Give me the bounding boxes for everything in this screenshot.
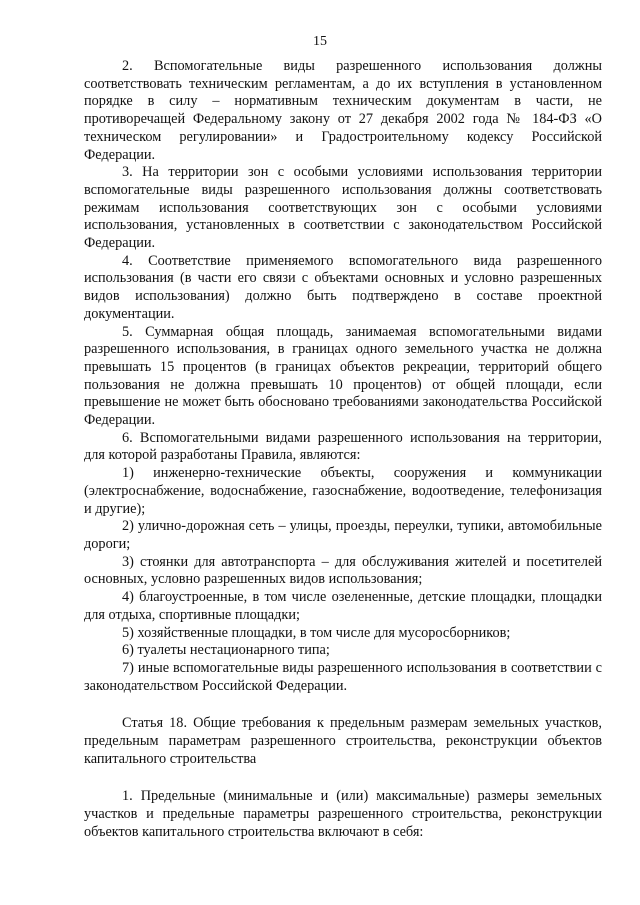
paragraph-3: 3. На территории зон с особыми условиями использования территории вспомогательные виды разрешенного использования должны соответствовать режимам использования соответствующих зон с особыми условиями использования, установленных в соответствии с законодательством Российской Федерации. — [84, 164, 602, 252]
list-item-2: 2) улично-дорожная сеть – улицы, проезды, переулки, тупики, автомобильные дороги; — [84, 518, 602, 552]
paragraph-2: 2. Вспомогательные виды разрешенного использования должны соответствовать техническим регламентам, а до их вступления в установленном порядке в силу – нормативным техническим документам в части, не противоречащей Федеральному закону от 27 декабря 2002 года № 184-ФЗ «О техническом регулировании» и Градостроительному кодексу Российской Федерации. — [84, 58, 602, 163]
article-paragraph-1: 1. Предельные (минимальные и (или) максимальные) размеры земельных участков и предельные параметры разрешенного строительства, реконструкции объектов капитального строительства включают в себя: — [84, 788, 602, 840]
paragraph-5: 5. Суммарная общая площадь, занимаемая вспомогательными видами разрешенного использования, в границах одного земельного участка не должна превышать 15 процентов (в границах объектов рекреации, территорий общего пользования не должна превышать 10 процентов) от общей площади, если превышение не может быть обосновано требованиями законодательства Российской Федерации. — [84, 323, 602, 429]
paragraph-4: 4. Соответствие применяемого вспомогательного вида разрешенного использования (в части его связи с объектами основных и условно разрешенных видов использования) должно быть подтверждено в составе проектной документации. — [84, 252, 602, 322]
page-number: 15 — [313, 34, 327, 49]
article-heading: Статья 18. Общие требования к предельным размерам земельных участков, предельным параметрам разрешенного строительства, реконструкции объектов капитального строительства — [84, 715, 602, 767]
section-spacer — [84, 768, 602, 788]
list-item-5: 5) хозяйственные площадки, в том числе для мусоросборников; — [122, 624, 511, 641]
list-item-4: 4) благоустроенные, в том числе озелененные, детские площадки, площадки для отдыха, спортивные площадки; — [84, 589, 602, 623]
section-spacer — [84, 695, 602, 715]
paragraph-6: 6. Вспомогательными видами разрешенного использования на территории, для которой разработаны Правила, являются: — [84, 429, 602, 464]
document-body — [84, 58, 602, 842]
list-item-3: 3) стоянки для автотранспорта – для обслуживания жителей и посетителей основных, условно разрешенных видов использования; — [84, 553, 602, 588]
list-item-1: 1) инженерно-технические объекты, сооружения и коммуникации (электроснабжение, водоснабжение, газоснабжение, водоотведение, телефонизация и другие); — [84, 465, 602, 517]
list-item-6: 6) туалеты нестационарного типа; — [122, 642, 330, 659]
list-item-7: 7) иные вспомогательные виды разрешенного использования в соответствии с законодательством Российской Федерации. — [84, 659, 602, 694]
